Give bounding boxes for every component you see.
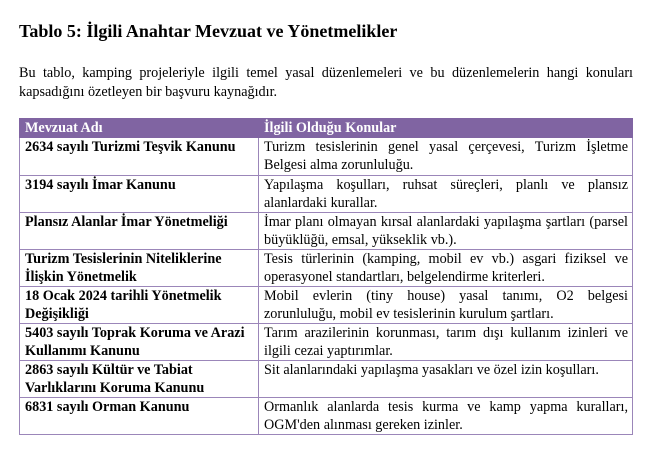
header-legislation: Mevzuat Adı: [20, 118, 259, 138]
table-caption: Tablo 5: İlgili Anahtar Mevzuat ve Yönetmelikler: [19, 21, 398, 41]
header-topics: İlgili Olduğu Konular: [259, 118, 633, 138]
table-header-row: [20, 118, 633, 138]
legislation-topics: Sit alanlarındaki yapılaşma yasakları ve özel izin koşulları.: [259, 360, 633, 397]
table-row: [20, 323, 633, 360]
legislation-name: 2634 sayılı Turizmi Teşvik Kanunu: [20, 138, 259, 175]
legislation-topics: Yapılaşma koşulları, ruhsat süreçleri, planlı ve plansız alanlardaki kurallar.: [259, 175, 633, 212]
legislation-topics: Ormanlık alanlarda tesis kurma ve kamp yapma kuralları, OGM'den alınması gereken izinler.: [259, 397, 633, 434]
legislation-name: 18 Ocak 2024 tarihli Yönetmelik Değişikliği: [20, 286, 259, 323]
legislation-name: 5403 sayılı Toprak Koruma ve Arazi Kullanımı Kanunu: [20, 323, 259, 360]
legislation-name: 3194 sayılı İmar Kanunu: [20, 175, 259, 212]
legislation-topics: İmar planı olmayan kırsal alanlardaki yapılaşma şartları (parsel büyüklüğü, emsal, yükseklik vb.).: [259, 212, 633, 249]
table-row: [20, 249, 633, 286]
table-row: [20, 397, 633, 434]
legislation-topics: Tarım arazilerinin korunması, tarım dışı kullanım izinleri ve ilgili cezai yaptırımlar.: [259, 323, 633, 360]
table-row: [20, 286, 633, 323]
table-row: [20, 212, 633, 249]
legislation-topics: Turizm tesislerinin genel yasal çerçevesi, Turizm İşletme Belgesi alma zorunluluğu.: [259, 138, 633, 175]
legislation-name: 2863 sayılı Kültür ve Tabiat Varlıklarını Koruma Kanunu: [20, 360, 259, 397]
table-row: [20, 138, 633, 175]
legislation-name: Plansız Alanlar İmar Yönetmeliği: [20, 212, 259, 249]
legislation-name: 6831 sayılı Orman Kanunu: [20, 397, 259, 434]
legislation-topics: Mobil evlerin (tiny house) yasal tanımı, O2 belgesi zorunluluğu, mobil ev tesislerinin kurulum şartları.: [259, 286, 633, 323]
legislation-name: Turizm Tesislerinin Niteliklerine İlişkin Yönetmelik: [20, 249, 259, 286]
table-row: [20, 175, 633, 212]
regulations-table: [19, 118, 633, 435]
legislation-topics: Tesis türlerinin (kamping, mobil ev vb.) asgari fiziksel ve operasyonel standartları, belgelendirme kriterleri.: [259, 249, 633, 286]
table-row: [20, 360, 633, 397]
intro-paragraph: Bu tablo, kamping projeleriyle ilgili temel yasal düzenlemeleri ve bu düzenlemelerin hangi konuları kapsadığını özetleyen bir başvuru kaynağıdır.: [19, 65, 633, 100]
